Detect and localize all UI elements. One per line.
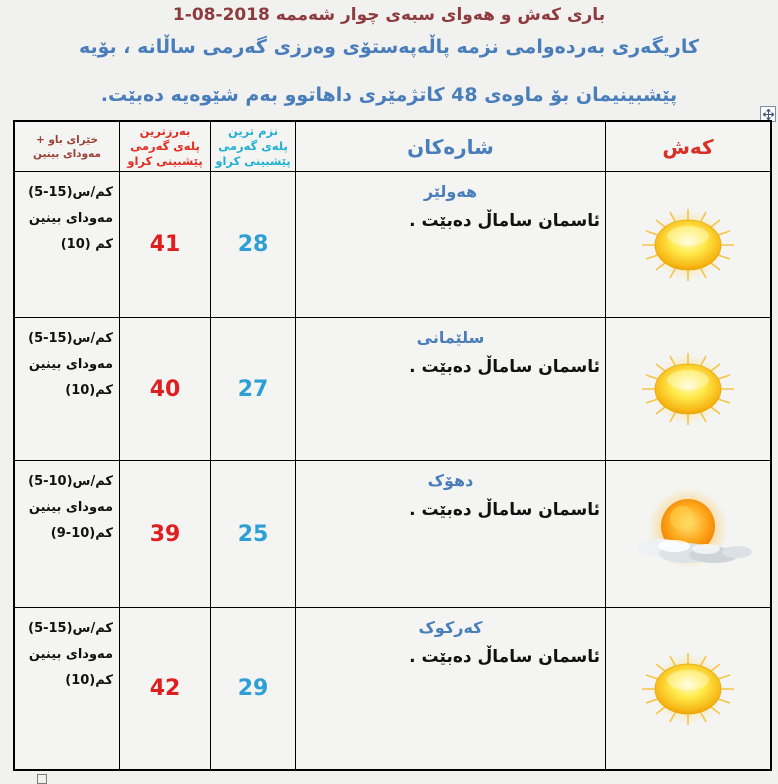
- weather-condition-text: ئاسمان ساماڵ دەبێت .: [409, 647, 600, 667]
- min-temp-cell: [210, 318, 295, 461]
- column-header-cities-label: شارەکان: [407, 134, 494, 159]
- wind-speed: کم/س(15-5): [28, 621, 113, 636]
- wind-visibility-cell: [15, 608, 119, 769]
- sun-icon: [640, 209, 736, 281]
- max-temp-cell: [119, 608, 210, 769]
- weather-condition-text: ئاسمان ساماڵ دەبێت .: [409, 500, 600, 520]
- wind-speed: کم/س(15-5): [28, 185, 113, 200]
- weather-icon-cell: [605, 318, 770, 461]
- weather-forecast-table: [13, 120, 772, 771]
- visibility-label: مەوداى بینین: [28, 500, 113, 515]
- column-header-max-temp: [119, 122, 210, 172]
- four-arrows-icon: [763, 109, 774, 120]
- max-temp-header-line: پلەی گەرمی: [130, 139, 200, 153]
- min-temp-value: 27: [237, 376, 269, 402]
- max-temp-value: 42: [149, 676, 181, 701]
- wind-header-line: مەوداى بینین: [33, 147, 101, 160]
- wind-visibility-cell: [15, 318, 119, 461]
- city-cell: [295, 461, 605, 608]
- weather-icon-cell: [605, 461, 770, 608]
- column-header-min-temp: [210, 122, 295, 172]
- sun-icon: [640, 653, 736, 725]
- visibility-label: مەوداى بینین: [28, 647, 113, 662]
- wind-header-line: خێرای باو +: [35, 133, 99, 146]
- table-resize-handle-icon[interactable]: [37, 774, 47, 784]
- page-subtitle-line1: کاریگەری بەردەوامی نزمە پاڵەپەستۆی وەرزی گەرمی ساڵانە ، بۆیە: [78, 36, 700, 58]
- min-temp-cell: [210, 461, 295, 608]
- city-name: کەرکوک: [418, 618, 483, 637]
- min-temp-header-line: نزم ترین: [227, 124, 279, 138]
- wind-speed: کم/س(10-5): [28, 474, 113, 489]
- city-name: سلێمانی: [416, 328, 485, 347]
- weather-condition-text: ئاسمان ساماڵ دەبێت .: [409, 211, 600, 231]
- min-temp-cell: [210, 172, 295, 318]
- page-subtitle-line2: پێشبینیمان بۆ ماوەی 48 کاتژمێری داهاتوو بەم شێوەیە دەبێت.: [100, 84, 678, 106]
- visibility-label: مەوداى بینین: [28, 211, 113, 226]
- max-temp-cell: [119, 172, 210, 318]
- min-temp-value: 25: [237, 521, 269, 547]
- city-cell: [295, 608, 605, 769]
- max-temp-header-line: بەرزترین: [139, 124, 191, 138]
- column-header-weather: [605, 122, 770, 172]
- column-header-weather-label: کەش: [662, 134, 714, 159]
- page-title: باری کەش و هەوای سبەی چوار شەممە 2018-08-1: [172, 5, 606, 25]
- weather-condition-text: ئاسمان ساماڵ دەبێت .: [409, 357, 600, 377]
- column-header-wind-visibility: [15, 122, 119, 172]
- min-temp-value: 29: [237, 676, 269, 701]
- max-temp-cell: [119, 461, 210, 608]
- wind-speed: کم/س(15-5): [28, 331, 113, 346]
- visibility-value: کم (10): [60, 237, 113, 252]
- sun-icon: [640, 353, 736, 425]
- visibility-value: کم(10-9): [50, 526, 113, 541]
- max-temp-value: 39: [149, 521, 181, 547]
- min-temp-header-line: پێشبینی کراو: [215, 154, 291, 168]
- visibility-label: مەوداى بینین: [28, 357, 113, 372]
- min-temp-value: 28: [237, 232, 269, 257]
- sun-behind-cloud-icon: [622, 486, 754, 582]
- column-header-cities: [295, 122, 605, 172]
- weather-icon-cell: [605, 608, 770, 769]
- min-temp-header-line: پلەی گەرمی: [218, 139, 288, 153]
- weather-icon-cell: [605, 172, 770, 318]
- city-cell: [295, 318, 605, 461]
- max-temp-value: 40: [149, 376, 181, 402]
- city-cell: [295, 172, 605, 318]
- wind-visibility-cell: [15, 461, 119, 608]
- max-temp-header-line: پێشبینی کراو: [127, 154, 203, 168]
- min-temp-cell: [210, 608, 295, 769]
- max-temp-cell: [119, 318, 210, 461]
- city-name: دهۆک: [427, 471, 474, 490]
- visibility-value: کم(10): [65, 673, 113, 688]
- city-name: هەولێر: [423, 182, 478, 201]
- visibility-value: کم(10): [65, 383, 113, 398]
- wind-visibility-cell: [15, 172, 119, 318]
- max-temp-value: 41: [149, 232, 181, 257]
